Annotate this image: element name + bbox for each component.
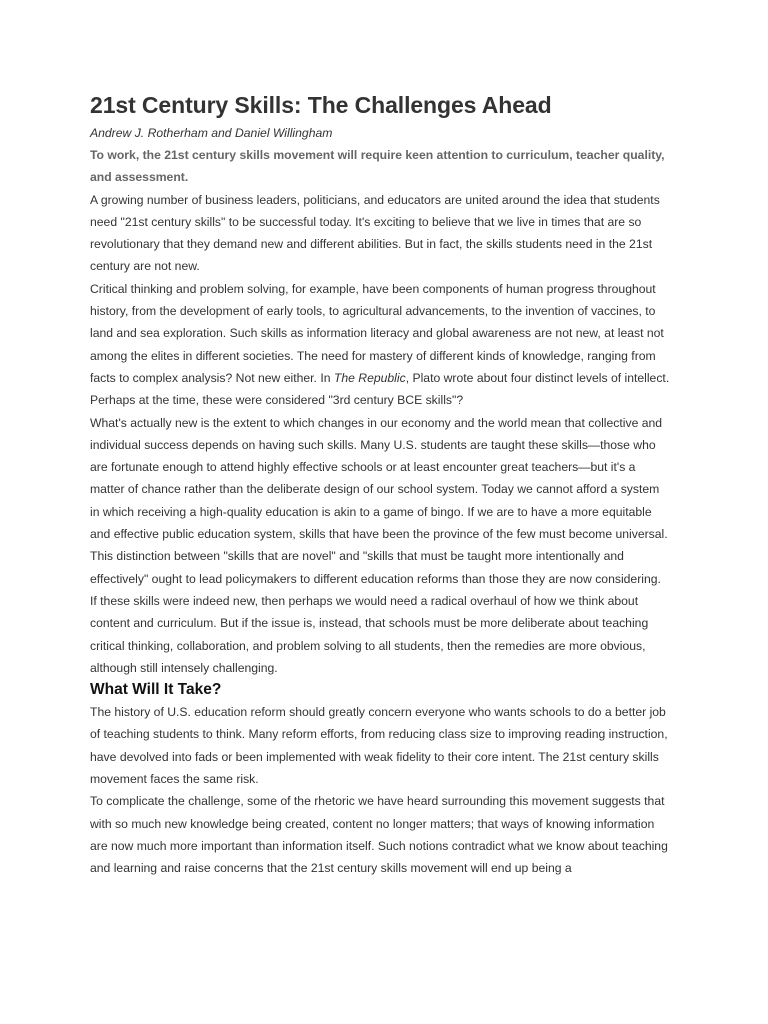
section-heading: What Will It Take? [90, 681, 222, 699]
article-authors: Andrew J. Rotherham and Daniel Willingham [90, 126, 333, 140]
paragraph-3: What's actually new is the extent to which changes in our economy and the world mean that collective and individual success depends on having such skills. Many U.S. students are taught these skills—those who are fortunate enough to attend highly effective schools or at least encounter great teachers—but it's a matter of chance rather than the deliberate design of our school system. Today we cannot afford a system in which receiving a high-quality education is akin to a game of bingo. If we are to have a more equitable and effective public education system, skills that have been the province of the few must become universal. [90, 415, 668, 542]
paragraph-6: To complicate the challenge, some of the rhetoric we have heard surrounding this movement suggests that with so much new knowledge being created, content no longer matters; that ways of knowing information are now much more important than information itself. Such notions contradict what we know about teaching and learning and raise concerns that the 21st century skills movement will end up being a [90, 794, 668, 876]
paragraph-1: A growing number of business leaders, politicians, and educators are united around the idea that students need "21st century skills" to be successful today. It's exciting to believe that we live in times that are so revolutionary that they demand new and different abilities. But in fact, the skills students need in the 21st century are not new. [90, 192, 660, 274]
article-lede: To work, the 21st century skills movement will require keen attention to curriculum, teacher quality, and assessment. [90, 148, 665, 185]
paragraph-2 [90, 278, 670, 412]
paragraph-2-text-after: , Plato wrote about four distinct levels of intellect. Perhaps at the time, these were considered "3rd century BCE skills"? [90, 370, 670, 408]
book-title-the-republic: The Republic [333, 370, 406, 385]
document-page [90, 88, 670, 880]
article-title: 21st Century Skills: The Challenges Ahead [90, 92, 552, 118]
paragraph-5: The history of U.S. education reform should greatly concern everyone who wants schools to do a better job of teaching students to think. Many reform efforts, from reducing class size to improving reading instruction, have devolved into fads or been implemented with weak fidelity to their core intent. The 21st century skills movement faces the same risk. [90, 705, 668, 787]
paragraph-4: This distinction between "skills that are novel" and "skills that must be taught more intentionally and effectively" ought to lead policymakers to different education reforms than those they are now considering. If these skills were indeed new, then perhaps we would need a radical overhaul of how we think about content and curriculum. But if the issue is, instead, that schools must be more deliberate about teaching critical thinking, collaboration, and problem solving to all students, then the remedies are more obvious, although still intensely challenging. [90, 549, 661, 675]
paragraph-2-text-before: Critical thinking and problem solving, for example, have been components of human progress throughout history, from the development of early tools, to agricultural advancements, to the invention of vaccines, to land and sea exploration. Such skills as information literacy and global awareness are not new, at least not among the elites in different societies. The need for mastery of different kinds of knowledge, ranging from facts to complex analysis? Not new either. In [90, 281, 664, 385]
